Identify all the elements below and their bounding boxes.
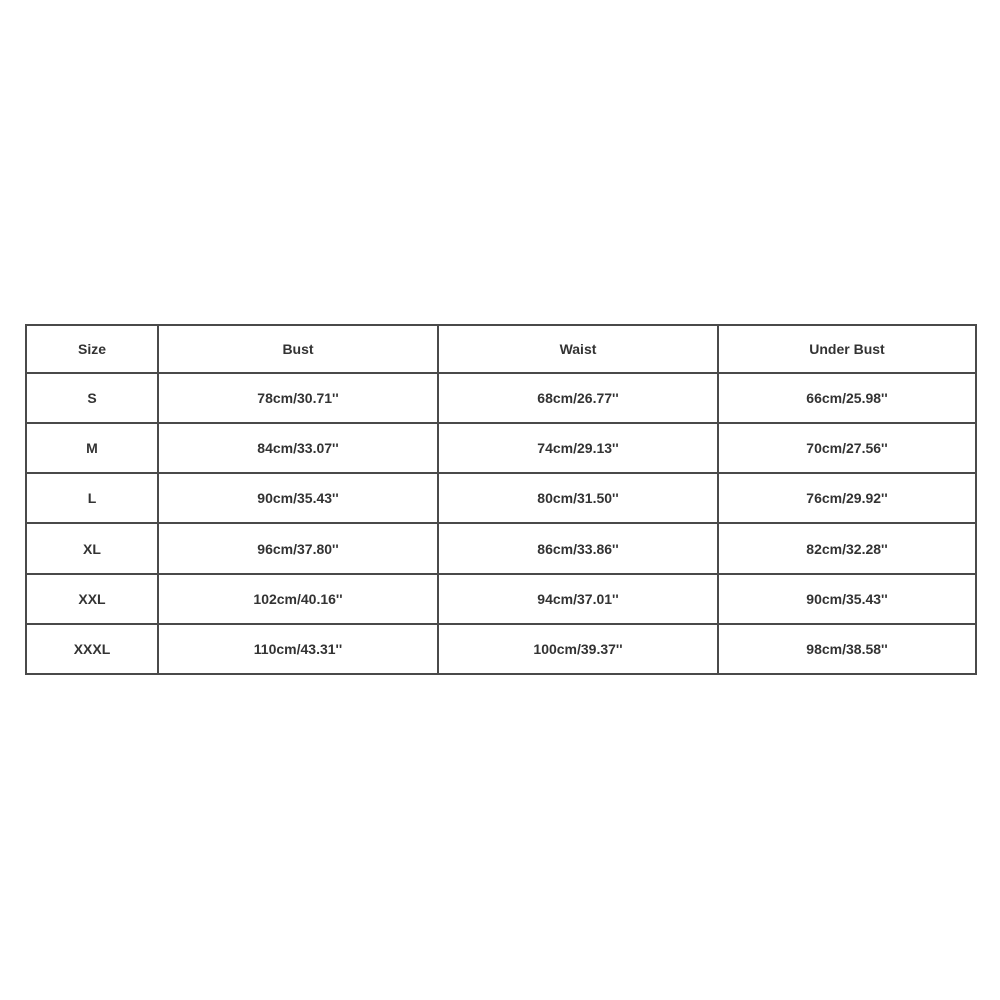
cell-size: M	[26, 423, 158, 473]
cell-waist: 80cm/31.50''	[438, 473, 718, 523]
cell-under-bust: 98cm/38.58''	[718, 624, 976, 674]
cell-waist: 68cm/26.77''	[438, 373, 718, 423]
cell-under-bust: 90cm/35.43''	[718, 574, 976, 624]
cell-bust: 84cm/33.07''	[158, 423, 438, 473]
cell-size: XXL	[26, 574, 158, 624]
header-under-bust: Under Bust	[718, 325, 976, 373]
size-chart-header	[26, 325, 976, 373]
cell-size: XXXL	[26, 624, 158, 674]
cell-bust: 102cm/40.16''	[158, 574, 438, 624]
size-chart-table	[25, 324, 977, 675]
cell-waist: 86cm/33.86''	[438, 523, 718, 573]
cell-size: XL	[26, 523, 158, 573]
cell-under-bust: 76cm/29.92''	[718, 473, 976, 523]
cell-under-bust: 66cm/25.98''	[718, 373, 976, 423]
size-chart-body	[26, 373, 976, 674]
cell-bust: 96cm/37.80''	[158, 523, 438, 573]
cell-size: L	[26, 473, 158, 523]
cell-bust: 110cm/43.31''	[158, 624, 438, 674]
cell-waist: 94cm/37.01''	[438, 574, 718, 624]
cell-under-bust: 82cm/32.28''	[718, 523, 976, 573]
table-row	[26, 574, 976, 624]
table-row	[26, 624, 976, 674]
cell-under-bust: 70cm/27.56''	[718, 423, 976, 473]
table-row	[26, 373, 976, 423]
cell-size: S	[26, 373, 158, 423]
cell-bust: 78cm/30.71''	[158, 373, 438, 423]
table-row	[26, 423, 976, 473]
header-waist: Waist	[438, 325, 718, 373]
header-size: Size	[26, 325, 158, 373]
cell-waist: 100cm/39.37''	[438, 624, 718, 674]
table-row	[26, 473, 976, 523]
header-bust: Bust	[158, 325, 438, 373]
cell-bust: 90cm/35.43''	[158, 473, 438, 523]
cell-waist: 74cm/29.13''	[438, 423, 718, 473]
table-row	[26, 523, 976, 573]
header-row	[26, 325, 976, 373]
